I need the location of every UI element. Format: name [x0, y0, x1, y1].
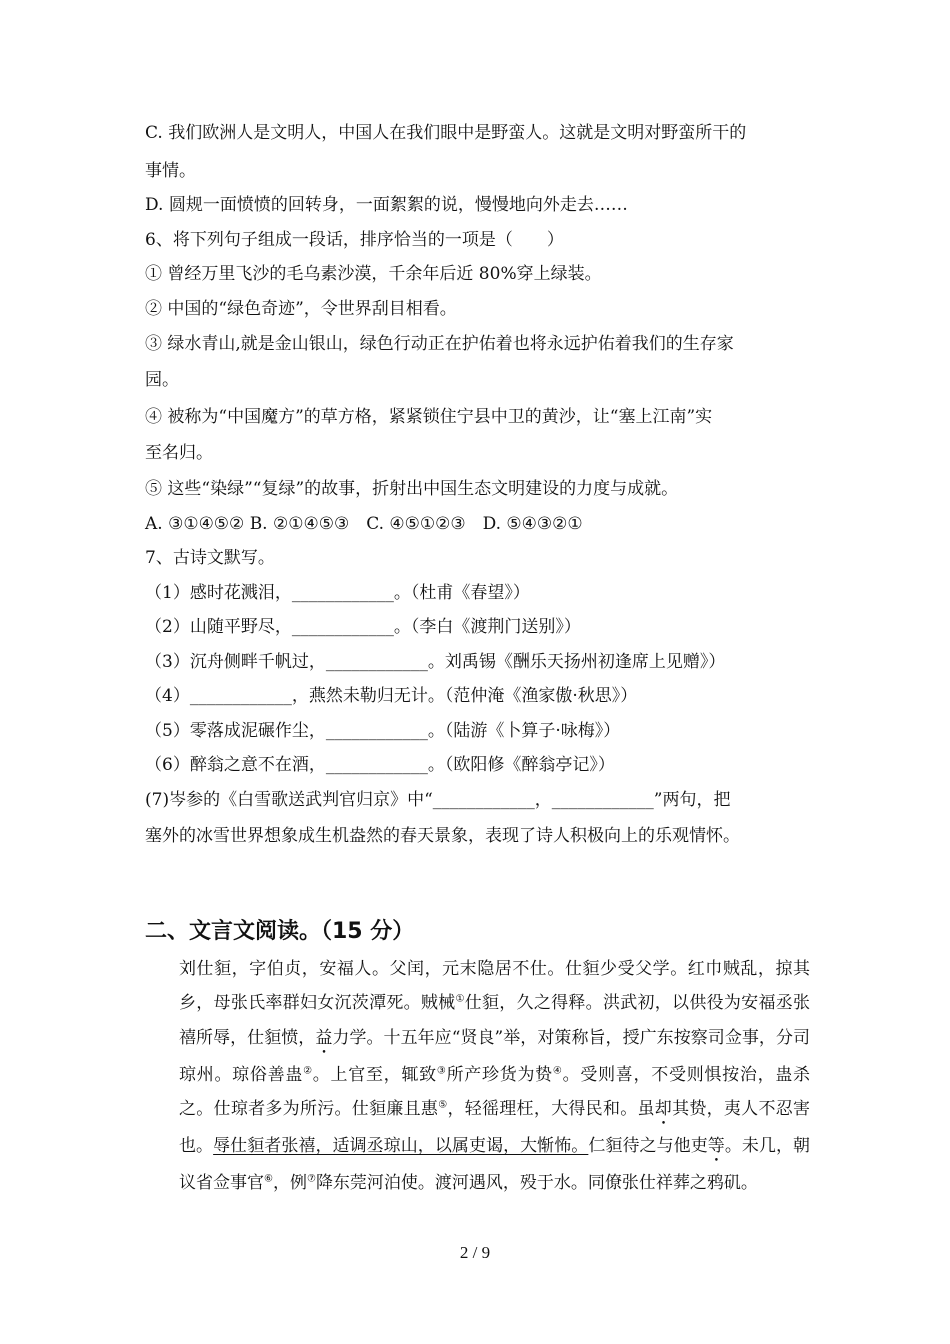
- sentence-3-line-1: ③ 绿水青山,就是金山银山，绿色行动正在护佑着也将永远护佑着我们的生存家: [145, 334, 734, 354]
- passage-text: ，例: [272, 1172, 307, 1193]
- section-2-title: 二、文言文阅读。（15 分）: [145, 919, 415, 944]
- sentence-3-line-2: 园。: [145, 370, 179, 390]
- question-7: 7、古诗文默写。: [145, 548, 275, 568]
- classical-passage: [145, 952, 810, 1200]
- underlined-sentence: 辱仕貆者张禧，适调丞琼山，以属吏谒，大惭怖。: [213, 1135, 589, 1156]
- poem-item-1: （1）感时花溅泪，____________。（杜甫《春望》）: [145, 583, 530, 603]
- poem-item-3: （3）沉舟侧畔千帆过，____________。刘禹锡《酬乐天扬州初逢席上见赠》）: [145, 652, 726, 672]
- emphasis-word-deng: 等: [707, 1135, 725, 1156]
- option-c-line-2: 事情。: [145, 161, 196, 181]
- poem-item-2: （2）山随平野尽，____________。（李白《渡荆门送别》）: [145, 617, 581, 637]
- sentence-4-line-1: ④ 被称为“中国魔方”的草方格，紧紧锁住宁县中卫的黄沙，让“塞上江南”实: [145, 407, 713, 427]
- note-1: ①: [455, 993, 465, 1005]
- poem-item-5: （5）零落成泥碾作尘，____________。（陆游《卜算子·咏梅》）: [145, 721, 621, 741]
- note-7: ⑦: [306, 1173, 316, 1185]
- page-number: 2 / 9: [459, 1243, 491, 1262]
- note-3: ③: [436, 1064, 447, 1076]
- sentence-1: ① 曾经万里飞沙的毛乌素沙漠，千余年后近 80%穿上绿装。: [145, 264, 602, 284]
- passage-text: 。上官至，辄致: [312, 1064, 437, 1085]
- sentence-2: ② 中国的“绿色奇迹”，令世界刮目相看。: [145, 299, 457, 319]
- emphasis-word-yi: 益: [315, 1027, 333, 1048]
- passage-text: 其贽，夷人不忍害也。: [179, 1098, 811, 1156]
- poem-item-7-line-2: 塞外的冰雪世界想象成生机盎然的春天景象，表现了诗人积极向上的乐观情怀。: [145, 826, 740, 846]
- passage-text: 。受则喜，不受则惧按治，蛊杀之。仕琼者多为所污。仕貆廉且惠: [179, 1064, 811, 1119]
- passage-text: 仕貆，久之得释。洪武初，以供役为安福丞张禧所辱，仕貆愤，: [179, 993, 811, 1048]
- poem-item-7-line-1: (7)岑参的《白雪歌送武判官归京》中“____________，____________”两句，把: [145, 790, 731, 810]
- passage-text: 。未几，朝议省佥事官: [179, 1135, 811, 1193]
- passage-text: 降东莞河泊使。渡河遇风，殁于水。同僚张仕祥葬之鸦矶。: [315, 1172, 758, 1193]
- poem-item-4: （4）____________，燕然未勒归无计。（范仲淹《渔家傲·秋思》）: [145, 686, 638, 706]
- passage-text: 刘仕貆，字伯贞，安福人。父闰，元末隐居不仕。仕貆少受父学。红巾贼乱，掠其乡，母张氏率群妇女沉茨潭死。贼械: [179, 959, 810, 1014]
- passage-text: ，轻徭理枉，大得民和。虽: [447, 1098, 655, 1119]
- question-6: 6、将下列句子组成一段话，排序恰当的一项是（ ）: [145, 230, 564, 250]
- note-2: ②: [303, 1064, 313, 1076]
- question-6-options: A. ③①④⑤② B. ②①④⑤③ C. ④⑤①②③ D. ⑤④③②①: [145, 514, 583, 534]
- option-d-line: D. 圆规一面愤愤的回转身，一面絮絮的说，慢慢地向外走去……: [145, 195, 628, 215]
- note-6: ⑥: [264, 1173, 273, 1185]
- passage-text: 所产珍货为贽: [446, 1064, 553, 1085]
- note-5: ⑤: [438, 1099, 448, 1111]
- sentence-4-line-2: 至名归。: [145, 443, 213, 463]
- option-c-line-1: C. 我们欧洲人是文明人，中国人在我们眼中是野蛮人。这就是文明对野蛮所干的: [145, 123, 747, 143]
- emphasis-word-que: 却: [654, 1098, 673, 1119]
- passage-text: 力学。十五年应“贤良”举，对策称旨，授广东按察司佥事，分司琼州。琼俗善蛊: [179, 1027, 811, 1085]
- note-4: ④: [552, 1064, 563, 1076]
- poem-item-6: （6）醉翁之意不在酒，____________。（欧阳修《醉翁亭记》）: [145, 755, 615, 775]
- sentence-5: ⑤ 这些“染绿”“复绿”的故事，折射出中国生态文明建设的力度与成就。: [145, 479, 679, 499]
- passage-text: 仁貆待之与他吏: [588, 1135, 708, 1156]
